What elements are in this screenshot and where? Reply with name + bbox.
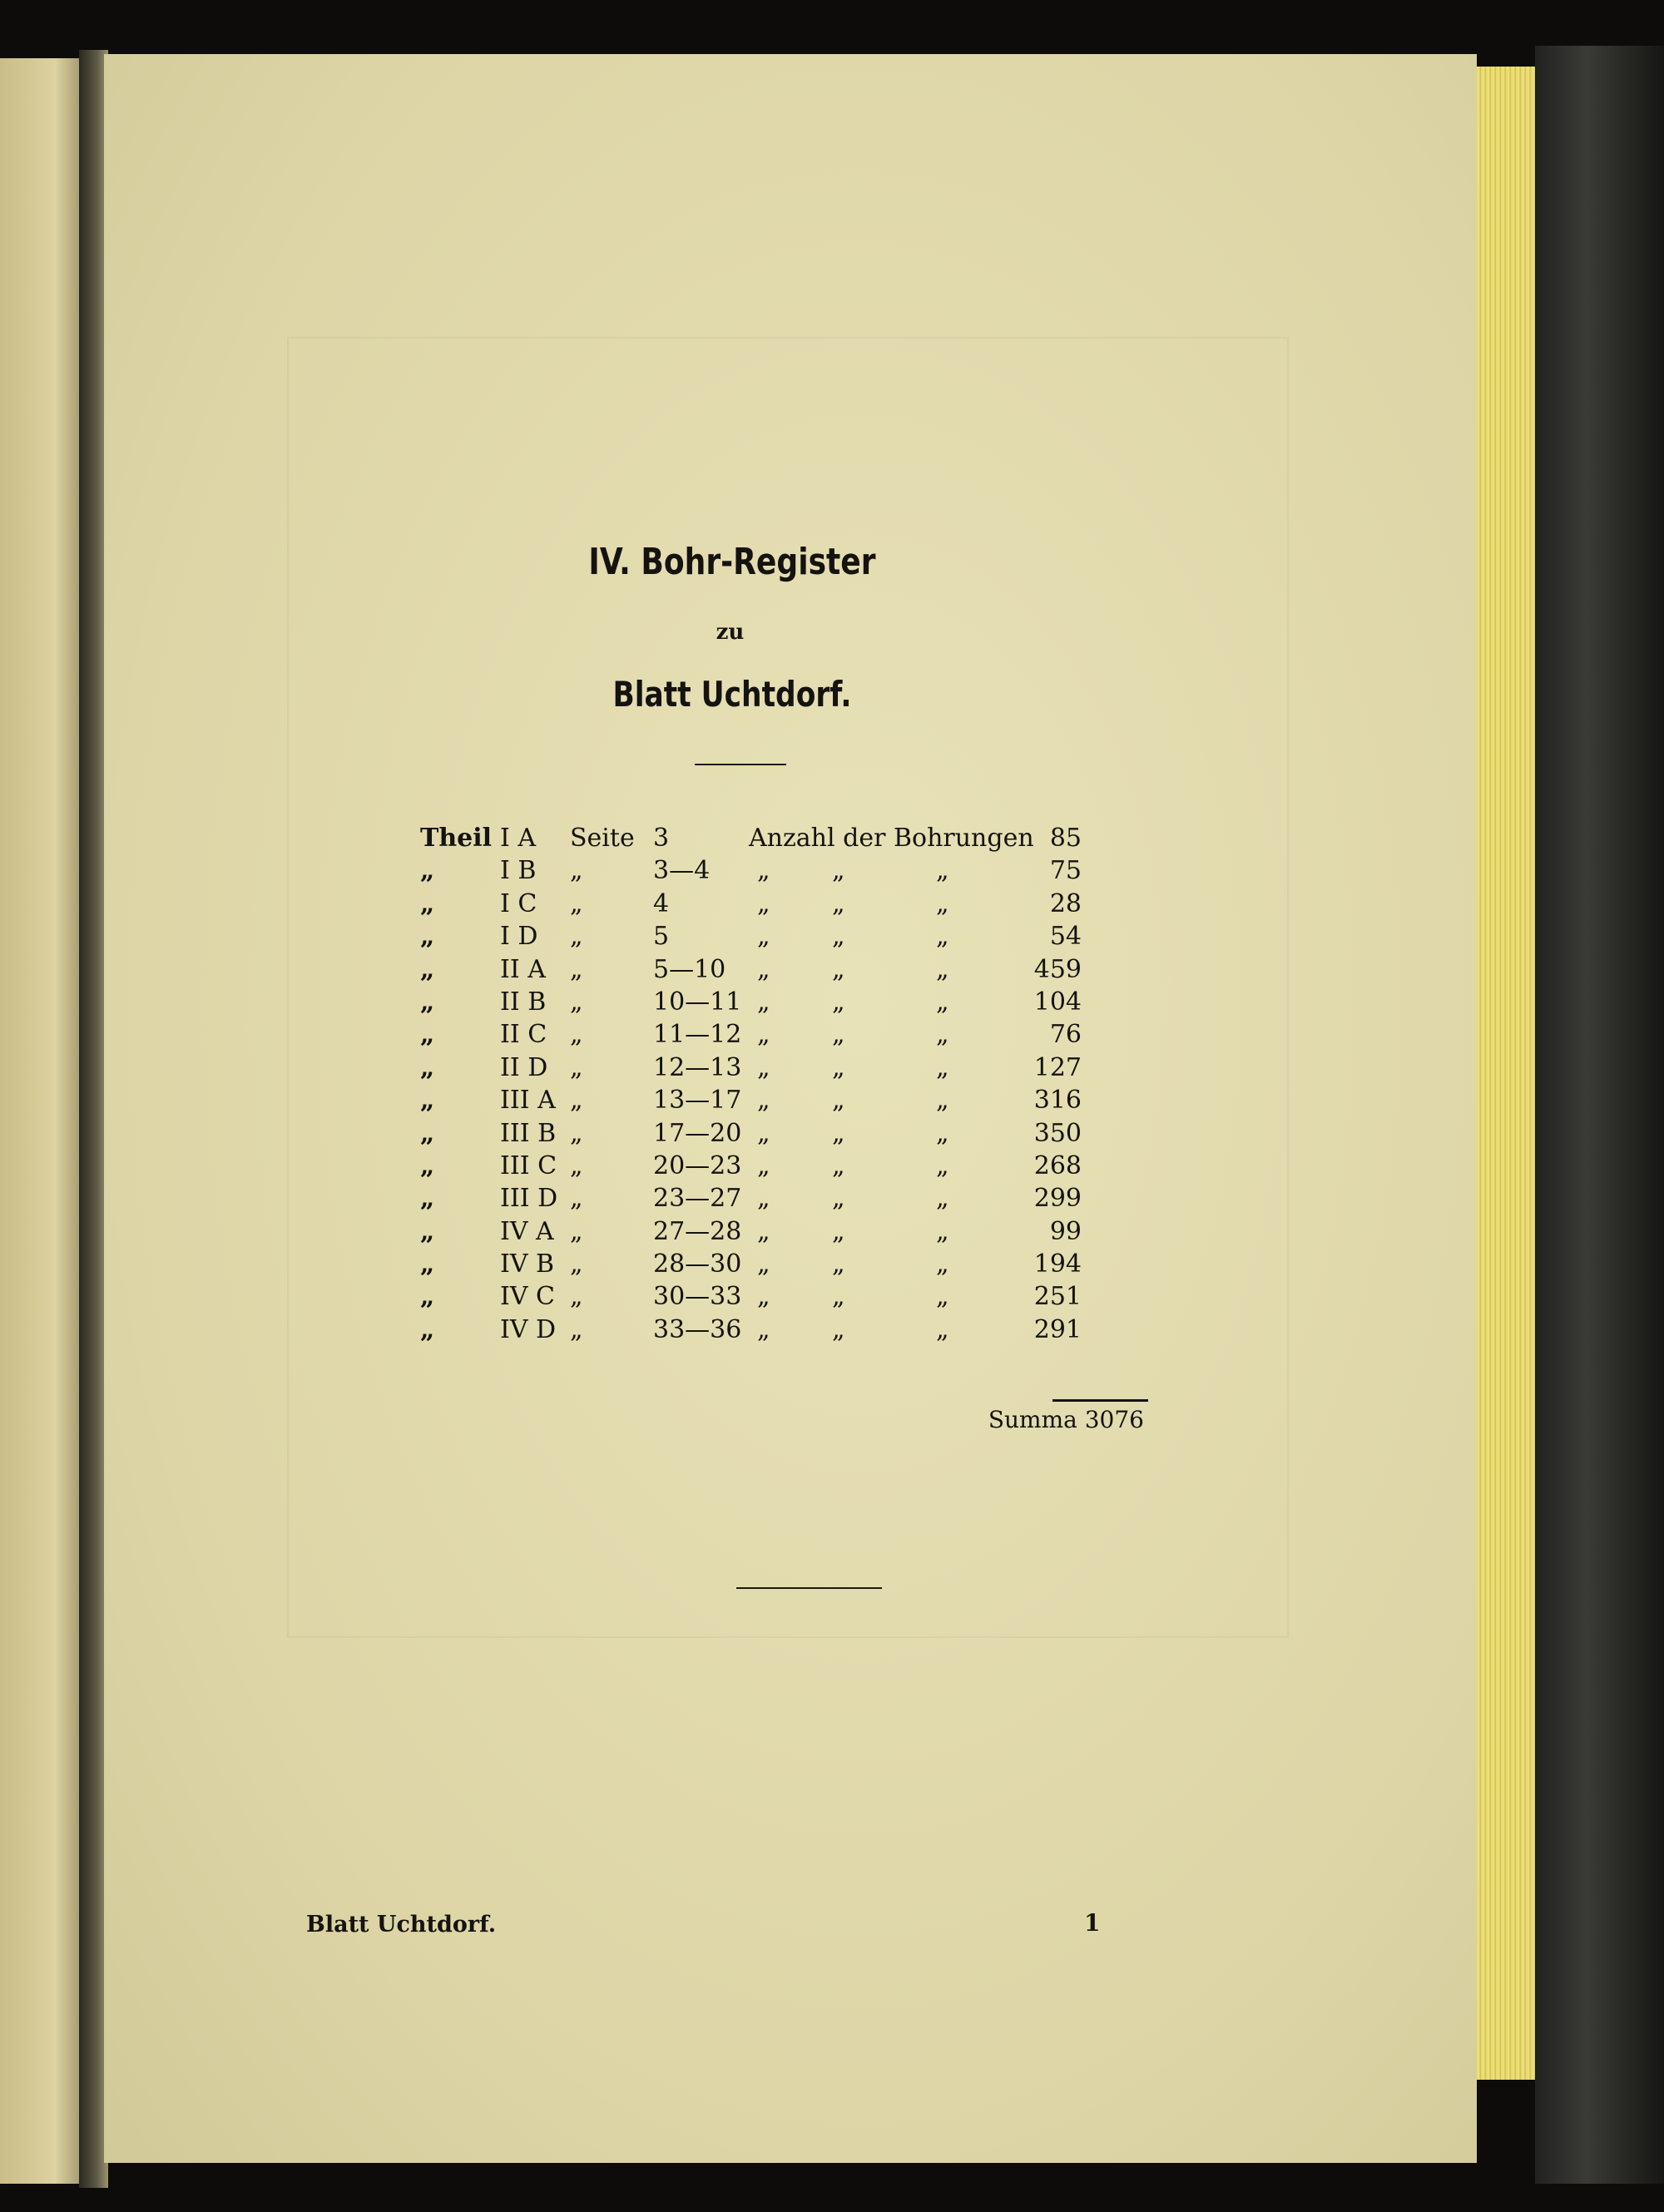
theil-cell: Theil (420, 824, 493, 853)
ditto-cell: „ (832, 856, 845, 886)
pages-cell: 30—33 (653, 1282, 742, 1312)
part-cell: I D (500, 922, 538, 952)
pages-cell: 28—30 (653, 1250, 742, 1279)
count-cell: 127 (1033, 1052, 1082, 1082)
anzahl-cell: Anzahl der Bohrungen (749, 824, 1034, 853)
pages-cell: 5 (653, 922, 670, 952)
part-cell: IV B (500, 1250, 555, 1279)
table-row (420, 987, 1169, 1020)
ditto-cell: „ (832, 987, 845, 1017)
seite-cell: Seite (570, 824, 635, 853)
ditto-cell: „ (936, 1118, 949, 1148)
ditto-cell: „ (936, 1282, 949, 1312)
table-row (420, 922, 1169, 954)
seite-cell: „ (570, 1020, 583, 1050)
theil-cell: „ (420, 1086, 435, 1116)
table-row (420, 1315, 1169, 1348)
ditto-cell: „ (832, 1250, 845, 1279)
seite-cell: „ (570, 1151, 583, 1180)
footer-sheet-name: Blatt Uchtdorf. (306, 1912, 497, 1937)
pages-cell: 10—11 (653, 987, 742, 1017)
seite-cell: „ (570, 1118, 583, 1148)
count-cell: 459 (1033, 954, 1082, 984)
count-cell: 350 (1033, 1118, 1082, 1148)
theil-cell: „ (420, 1250, 435, 1279)
bohr-register-table (420, 824, 1169, 1348)
table-row (420, 1282, 1169, 1314)
ditto-cell: „ (757, 1020, 770, 1050)
seite-cell: „ (570, 1216, 583, 1246)
ditto-cell: „ (757, 1052, 770, 1082)
ditto-cell: „ (936, 1020, 949, 1050)
page-number: 1 (1084, 1909, 1101, 1937)
table-row (420, 1184, 1169, 1216)
ditto-cell: „ (757, 1151, 770, 1180)
theil-cell: „ (420, 888, 435, 918)
pages-cell: 5—10 (653, 954, 726, 984)
theil-cell: „ (420, 856, 435, 886)
ditto-cell: „ (936, 922, 949, 952)
ditto-cell: „ (936, 888, 949, 918)
table-row (420, 856, 1169, 888)
ditto-cell: „ (936, 1184, 949, 1214)
ditto-cell: „ (832, 922, 845, 952)
page-content (104, 54, 1477, 2163)
table-row (420, 1250, 1169, 1282)
table-row (420, 889, 1169, 922)
part-cell: II D (500, 1052, 548, 1082)
theil-cell: „ (420, 922, 435, 952)
table-row (420, 1020, 1169, 1052)
ditto-cell: „ (757, 888, 770, 918)
part-cell: IV C (500, 1282, 556, 1312)
table-row (420, 824, 1169, 856)
seite-cell: „ (570, 1086, 583, 1116)
count-cell: 76 (1049, 1020, 1082, 1050)
ditto-cell: „ (936, 1250, 949, 1279)
theil-cell: „ (420, 1118, 435, 1148)
part-cell: III A (500, 1086, 556, 1116)
ditto-cell: „ (757, 1216, 770, 1246)
part-cell: III D (500, 1184, 558, 1214)
pages-cell: 4 (653, 888, 670, 918)
ditto-cell: „ (757, 856, 770, 886)
theil-cell: „ (420, 1151, 435, 1180)
sheet-title: Blatt Uchtdorf. (612, 674, 852, 715)
count-cell: 99 (1049, 1216, 1082, 1246)
ditto-cell: „ (757, 954, 770, 984)
theil-cell: „ (420, 954, 435, 984)
ditto-cell: „ (936, 1216, 949, 1246)
theil-cell: „ (420, 1184, 435, 1214)
pages-cell: 23—27 (653, 1184, 742, 1214)
ditto-cell: „ (936, 987, 949, 1017)
theil-cell: „ (420, 1282, 435, 1312)
part-cell: I A (500, 824, 537, 853)
count-cell: 194 (1033, 1250, 1082, 1279)
count-cell: 54 (1049, 922, 1082, 952)
seite-cell: „ (570, 922, 583, 952)
pages-cell: 20—23 (653, 1151, 742, 1180)
ditto-cell: „ (936, 954, 949, 984)
ditto-cell: „ (936, 856, 949, 886)
theil-cell: „ (420, 987, 435, 1017)
ditto-cell: „ (832, 1151, 845, 1180)
summa-total: Summa 3076 (988, 1406, 1144, 1433)
ditto-cell: „ (832, 888, 845, 918)
ditto-cell: „ (832, 1216, 845, 1246)
count-cell: 316 (1033, 1086, 1082, 1116)
part-cell: II A (500, 954, 546, 984)
seite-cell: „ (570, 987, 583, 1017)
ditto-cell: „ (832, 1282, 845, 1312)
ditto-cell: „ (832, 1086, 845, 1116)
document-page (104, 54, 1477, 2163)
register-title: IV. Bohr-Register (588, 541, 876, 583)
count-cell: 104 (1033, 987, 1082, 1017)
table-row (420, 1217, 1169, 1250)
seite-cell: „ (570, 954, 583, 984)
count-cell: 75 (1049, 856, 1082, 886)
ditto-cell: „ (936, 1052, 949, 1082)
theil-cell: „ (420, 1052, 435, 1082)
part-cell: I B (500, 856, 537, 886)
ditto-cell: „ (832, 1314, 845, 1344)
section-divider (736, 1587, 882, 1589)
part-cell: IV D (500, 1314, 557, 1344)
pages-cell: 11—12 (653, 1020, 742, 1050)
count-cell: 291 (1033, 1314, 1082, 1344)
ditto-cell: „ (832, 1184, 845, 1214)
seite-cell: „ (570, 1250, 583, 1279)
pages-cell: 33—36 (653, 1314, 742, 1344)
ditto-cell: „ (757, 1282, 770, 1312)
part-cell: III C (500, 1151, 557, 1180)
ditto-cell: „ (936, 1151, 949, 1180)
seite-cell: „ (570, 888, 583, 918)
part-cell: II C (500, 1020, 547, 1050)
ditto-cell: „ (832, 1052, 845, 1082)
count-cell: 251 (1033, 1282, 1082, 1312)
ditto-cell: „ (832, 954, 845, 984)
pages-cell: 12—13 (653, 1052, 742, 1082)
ditto-cell: „ (757, 1118, 770, 1148)
connector-word: zu (716, 620, 745, 645)
pages-cell: 3—4 (653, 856, 711, 886)
part-cell: IV A (500, 1216, 554, 1246)
ditto-cell: „ (757, 1250, 770, 1279)
seite-cell: „ (570, 1052, 583, 1082)
table-row (420, 1119, 1169, 1151)
ditto-cell: „ (936, 1314, 949, 1344)
theil-cell: „ (420, 1314, 435, 1344)
count-cell: 28 (1049, 888, 1082, 918)
seite-cell: „ (570, 1282, 583, 1312)
title-divider (695, 764, 786, 765)
pages-cell: 27—28 (653, 1216, 742, 1246)
ditto-cell: „ (936, 1086, 949, 1116)
ditto-cell: „ (832, 1118, 845, 1148)
theil-cell: „ (420, 1020, 435, 1050)
ditto-cell: „ (757, 1314, 770, 1344)
seite-cell: „ (570, 856, 583, 886)
part-cell: I C (500, 888, 537, 918)
book-cover (1535, 46, 1664, 2184)
count-cell: 85 (1049, 824, 1082, 853)
count-cell: 299 (1033, 1184, 1082, 1214)
page-block-edge (1477, 67, 1535, 2080)
table-row (420, 1053, 1169, 1086)
seite-cell: „ (570, 1314, 583, 1344)
pages-cell: 13—17 (653, 1086, 742, 1116)
ditto-cell: „ (832, 1020, 845, 1050)
pages-cell: 17—20 (653, 1118, 742, 1148)
table-row (420, 1151, 1169, 1184)
count-cell: 268 (1033, 1151, 1082, 1180)
ditto-cell: „ (757, 1184, 770, 1214)
table-row (420, 1086, 1169, 1118)
sum-rule (1052, 1399, 1148, 1402)
ditto-cell: „ (757, 922, 770, 952)
ditto-cell: „ (757, 987, 770, 1017)
pages-cell: 3 (653, 824, 670, 853)
ditto-cell: „ (757, 1086, 770, 1116)
left-page-edge (0, 58, 79, 2184)
theil-cell: „ (420, 1216, 435, 1246)
part-cell: II B (500, 987, 547, 1017)
table-row (420, 955, 1169, 987)
seite-cell: „ (570, 1184, 583, 1214)
part-cell: III B (500, 1118, 557, 1148)
